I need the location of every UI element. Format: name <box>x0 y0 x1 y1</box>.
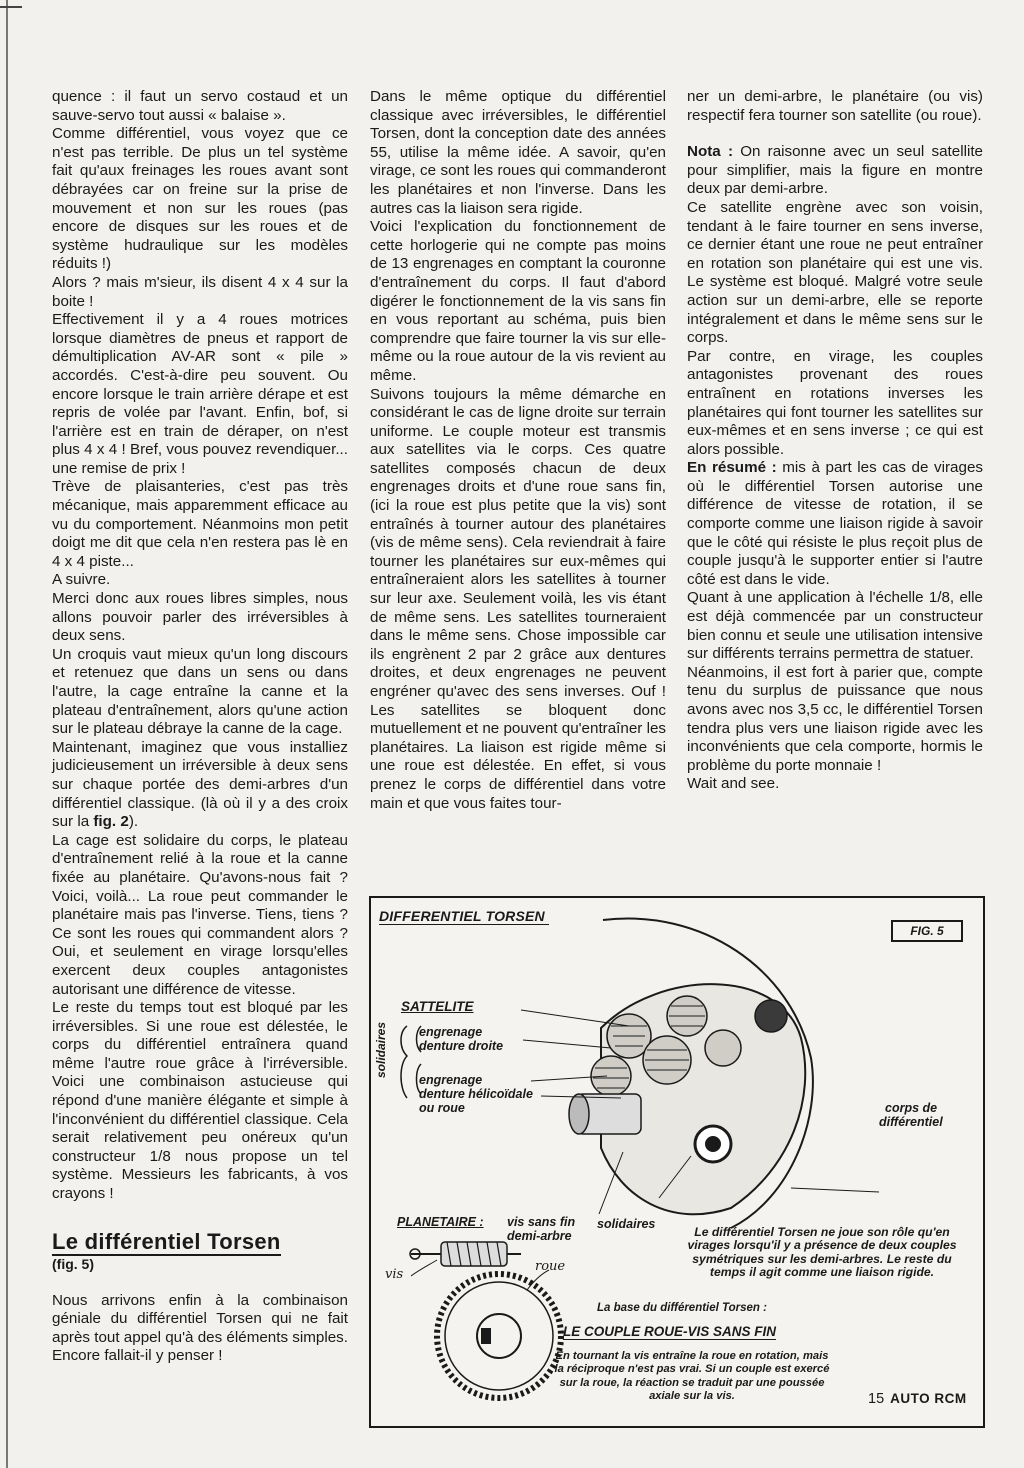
paragraph: Néanmoins, il est fort à parier que, compte tenu du surplus de puissance que nous avons avec nos 3,5 cc, le différentiel Torsen tendra plus vers une liaison rigide avec les inconvénients que cela comporte, hormis le problème du porte monnaie ! <box>687 663 983 774</box>
resume-label: En résumé : <box>687 459 777 477</box>
paragraph: Trève de plaisanteries, c'est pas très mécanique, mais apparemment efficace au vu du comportement. Néanmoins mon petit doigt me dit que cela n'en restera pas lè en 4 x 4 piste... <box>52 478 348 570</box>
worm-wheel-sketch <box>437 1274 561 1398</box>
section-heading: Le différentiel Torsen <box>52 1228 281 1254</box>
paragraph: Nous arrivons enfin à la combinaison géniale du différentiel Torsen qui ne fait après tout appel qu'à des éléments simples. Encore fallait-il y penser ! <box>52 1291 348 1365</box>
paragraph: La cage est solidaire du corps, le plateau d'entraînement relié à la roue et la canne fixée au planétaire. Qu'avons-nous fait ? Voici, voilà... La roue peut commander le planétaire mais pas l'inverse. Tiens, tiens ? Ce sont les roues qui commandent alors ? Oui, et seulement en virage lorsqu'elles exercent deux couples antagonistes autorisant une différence de vitesse. <box>52 831 348 998</box>
label-vis-handwritten: vis <box>385 1267 404 1282</box>
helical-gear <box>705 1030 741 1066</box>
label-planetaire-desc-2: demi-arbre <box>507 1229 572 1243</box>
figure-caption-text: En tournant la vis entraîne la roue en rotation, mais la réciproque n'est pas vrai. Si un couple est exercé sur la roue, la réaction se traduit par une poussée axiale sur la vis. <box>554 1350 830 1403</box>
label-planetaire: PLANETAIRE : <box>397 1215 484 1229</box>
page-binding-edge <box>6 0 8 1468</box>
article-column-1 <box>52 88 348 1366</box>
nota-label: Nota : <box>687 143 733 161</box>
label-solidaires-vertical: solidaires <box>374 1021 388 1078</box>
paragraph: Effectivement il y a 4 roues motrices lorsque diamètres de pneus et rapport de démultiplication AV-AR sont « pile » accordés. C'est-à-dire peu souvent. Ou encore lorsque le train arrière dérape et est repris de volée par l'avant. Enfin, bof, si l'arrière est en train de déraper, on n'est plus 4 x 4 ! Bref, vous pouvez revendiquer... une remise de prix ! <box>52 311 348 477</box>
side-gear <box>755 1000 787 1032</box>
paragraph: Suivons toujours la même démarche en considérant le cas de ligne droite sur terrain uniforme. Le couple moteur est transmis aux satellites via le corps. Ces quatre satellites composés chacun de deux engrenages droits et d'une roue sans fin, (ici la roue est plus petite que la vis) sont entraînés à tourner autour des planétaires (vis de même sens). Cela reviendrait à faire tourner les planétaires sur eux-mêmes qui entraîneraient alors les satellites à tourner sur leur axe. Seulement voilà, les vis étant de même sens. Les satellites tourneraient dans le même sens. Chose impossible car ils engrènent 2 par 2 grâce aux dentures droites, et deux engrenages ne peuvent engréner qu'avec des sens inverses. Ouf ! Les satellites se bloquent donc mutuellement et ne pouvent qu'entraîner les planétaires. La liaison est rigide même si une roue est délestée. En effet, si vous prenez le corps de différentiel dans votre main et que vous faites tour- <box>370 385 666 812</box>
figure-reference: fig. 2 <box>93 813 129 831</box>
paragraph-text: mis à part les cas de virages où le différentiel Torsen autorise une différence de vitesse de rotation, il se comporte comme une liaison rigide à savoir que le côté qui résiste le plus reçoit plus de couple jusqu'à le supporter entier si l'autre côté est dans le vide. <box>687 459 983 588</box>
paragraph: A suivre. <box>52 571 111 589</box>
paragraph: Wait and see. <box>687 775 780 793</box>
half-shaft <box>569 1094 641 1134</box>
paragraph: Ce satellite engrène avec son voisin, tendant à le faire tourner en sens inverse, ce dernier étant une roue ne peut entraîner en rotation son planétaire qui est une vis. Le système est bloqué. Malgré votre seule action sur un demi-arbre, elle se reporte intégralement et dans le même sens sur le corps. <box>687 198 983 347</box>
solidaires-brace <box>401 1026 407 1098</box>
article-column-2 <box>370 88 666 813</box>
paragraph: Voici l'explication du fonctionnement de cette horlogerie qui ne compte pas moins de 13 engrenages en comptant la couronne d'entraînement du corps. Il faut d'abord digérer le fonctionnement de la vis sans fin en vous reportant au schéma, puis bien comprendre que faire tourner la vis sur elle-même ou la roue autour de la vis revient au même. <box>370 218 666 384</box>
paragraph <box>687 143 983 199</box>
label-solidaires: solidaires <box>597 1217 656 1231</box>
paragraph: quence : il faut un servo costaud et un sauve-servo tout aussi « balaise ». <box>52 88 348 124</box>
figure-5-box <box>369 896 985 1428</box>
paragraph: Merci donc aux roues libres simples, nous allons pouvoir parler des irréversibles à deux sens. <box>52 590 348 645</box>
paragraph: Comme différentiel, vous voyez que ce n'est pas terrible. De plus un tel système fait qu'aux freinages les roues avant sont débrayées car on freine sur la prise de mouvement et non sur les roues (pas encore de disques sur les roues et de système hudraulique sur les modèles réduits !) <box>52 125 348 273</box>
paragraph: Le reste du temps tout est bloqué par les irréversibles. Si une roue est délestée, le corps du différentiel entraînera quand même l'autre roue grâce à l'irréversible. Voici une combinaison astucieuse qui répond d'une manière élégante et simple à l'inconvénient du différentiel classique. Cela serait relativement peu onéreux qu'un constructeur 1/8 nous propose un tel système. Messieurs les fabricants, à vos crayons ! <box>52 999 348 1203</box>
label-helical-gear-line-1: engrenage <box>419 1073 483 1087</box>
page-footer <box>868 1391 967 1407</box>
label-spur-gear-line-2: denture droite <box>419 1039 504 1053</box>
figure-title: DIFFERENTIEL TORSEN <box>379 908 549 925</box>
label-helical-gear-line-3: ou roue <box>419 1101 465 1115</box>
magazine-name: AUTO RCM <box>890 1391 967 1406</box>
paragraph-text: ). <box>128 813 139 831</box>
torsen-diagram-illustration <box>371 898 983 1426</box>
ring-gear-center <box>705 1136 721 1152</box>
label-body-line-1: corps de <box>885 1101 938 1115</box>
worm-screw-sketch <box>410 1242 521 1266</box>
paragraph: Un croquis vaut mieux qu'un long discours et retenuez que dans un sens ou dans l'autre, la cage entraîne la canne et la plateau d'entraînement, alors qu'une action sur le plateau débraye la canne de la cage. <box>52 645 348 738</box>
paragraph: ner un demi-arbre, le planétaire (ou vis) respectif fera tourner son satellite (ou roue). <box>687 88 983 124</box>
paragraph: Alors ? mais m'sieur, ils disent 4 x 4 sur la boite ! <box>52 273 348 310</box>
label-helical-gear-line-2: denture hélicoïdale <box>419 1087 533 1101</box>
label-body-line-2: différentiel <box>879 1115 943 1129</box>
figure-caption-main: Le différentiel Torsen ne joue son rôle qu'en virages lorsqu'il y a présence de deux couples symétriques sur les demi-arbres. Le reste du temps il agit comme une liaison rigide. <box>687 1225 957 1280</box>
figure-caption-heading: LE COUPLE ROUE-VIS SANS FIN <box>563 1324 777 1339</box>
article-column-3 <box>687 88 983 794</box>
paragraph-text: On raisonne avec un seul satellite pour simplifier, mais la figure en montre deux par demi-arbre. <box>687 143 983 198</box>
paragraph: Dans le même optique du différentiel classique avec irréversibles, le différentiel Torsen, dont la conception date des années 55, utilise la même idée. A savoir, qu'en virage, ce sont les roues qui commanderont les planétaires et non l'inverse. Dans les autres cas la liaison sera rigide. <box>370 88 666 217</box>
paragraph: Quant à une application à l'échelle 1/8, elle est déjà commencée par un constructeur bien connu et seule une utilisation intensive sur différents terrains permettra de statuer. <box>687 589 983 663</box>
paragraph: Par contre, en virage, les couples antagonistes provenant des roues entraînent en rotations inverses les planétaires qui font tourner les satellites sur eux-mêmes et en sens inverse ; ce qui est alors possible. <box>687 347 983 458</box>
page-number: 15 <box>868 1391 885 1407</box>
paragraph <box>52 739 348 832</box>
label-planetaire-desc-1: vis sans fin <box>507 1215 576 1229</box>
helical-gear <box>591 1056 631 1096</box>
figure-number: FIG. 5 <box>891 920 963 942</box>
label-spur-gear-line-1: engrenage <box>419 1025 483 1039</box>
page-binding-mark <box>0 6 22 8</box>
label-roue-handwritten: roue <box>535 1259 566 1274</box>
figure-caption-base: La base du différentiel Torsen : <box>597 1302 767 1314</box>
paragraph-text: Maintenant, imaginez que vous installiez judicieusement un irréversible à deux sens sur chaque portée des demi-arbres d'un différentiel classique. (là où il y a des croix sur la <box>52 738 348 831</box>
label-sattelite: SATTELITE <box>401 999 474 1014</box>
paragraph <box>687 459 983 589</box>
section-subheading: (fig. 5) <box>52 1255 94 1272</box>
